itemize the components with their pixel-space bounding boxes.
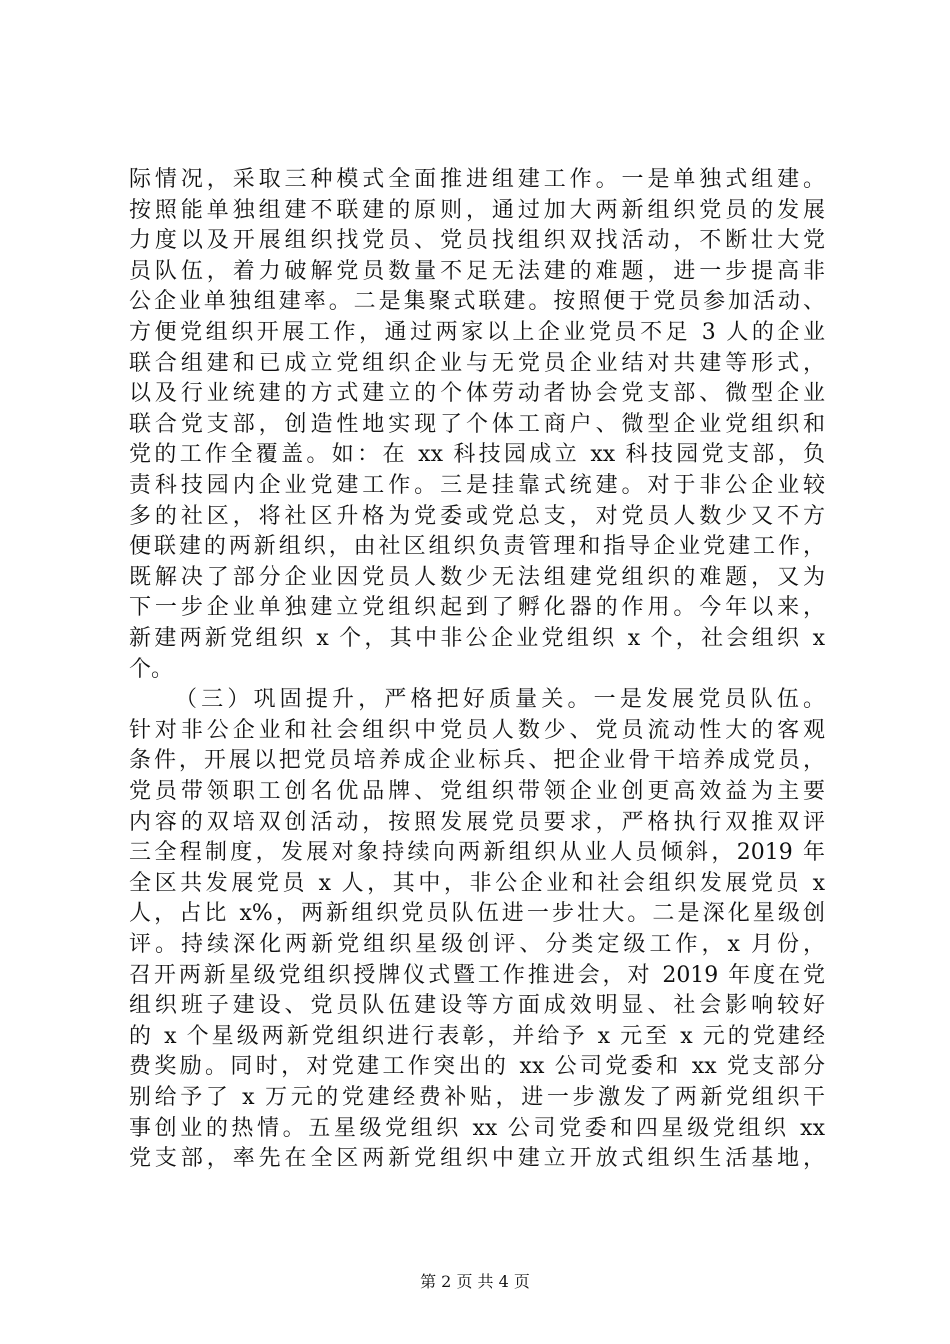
text-line: 组织班子建设、党员队伍建设等方面成效明显、社会影响较好 <box>129 993 825 1019</box>
text-line: 公企业单独组建率。二是集聚式联建。按照便于党员参加活动、 <box>129 289 825 315</box>
text-line: 联合组建和已成立党组织企业与无党员企业结对共建等形式， <box>129 350 825 376</box>
text-line: 内容的双培双创活动，按照发展党员要求，严格执行双推双评 <box>129 809 825 835</box>
text-line: 事创业的热情。五星级党组织 xx 公司党委和四星级党组织 xx <box>129 1115 825 1141</box>
text-line: 全区共发展党员 x 人，其中，非公企业和社会组织发展党员 x <box>129 870 825 896</box>
text-line: 按照能单独组建不联建的原则，通过加大两新组织党员的发展 <box>129 197 825 223</box>
text-line: 责科技园内企业党建工作。三是挂靠式统建。对于非公企业较 <box>129 473 825 498</box>
text-line: 多的社区，将社区升格为党委或党总支，对党员人数少又不方 <box>129 503 825 529</box>
text-line: （三）巩固提升，严格把好质量关。一是发展党员队伍。 <box>175 687 825 713</box>
text-line: 党支部，率先在全区两新党组织中建立开放式组织生活基地， <box>129 1146 825 1172</box>
text-line: 联合党支部，创造性地实现了个体工商户、微型企业党组织和 <box>129 411 825 437</box>
text-line: 党的工作全覆盖。如：在 xx 科技园成立 xx 科技园党支部，负 <box>129 442 825 468</box>
text-line: 下一步企业单独建立党组织起到了孵化器的作用。今年以来， <box>129 595 825 621</box>
text-line: 方便党组织开展工作，通过两家以上企业党员不足 3 人的企业 <box>129 320 825 345</box>
text-line: 个。 <box>129 656 174 682</box>
text-line: 力度以及开展组织找党员、党员找组织双找活动，不断壮大党 <box>129 228 825 254</box>
text-line: 针对非公企业和社会组织中党员人数少、党员流动性大的客观 <box>129 717 825 743</box>
text-line: 三全程制度，发展对象持续向两新组织从业人员倾斜，2019 年 <box>129 840 825 866</box>
text-line: 费奖励。同时，对党建工作突出的 xx 公司党委和 xx 党支部分 <box>129 1054 825 1080</box>
text-line: 人，占比 x%，两新组织党员队伍进一步壮大。二是深化星级创 <box>129 901 825 927</box>
text-line: 既解决了部分企业因党员人数少无法组建党组织的难题，又为 <box>129 564 825 590</box>
text-line: 条件，开展以把党员培养成企业标兵、把企业骨干培养成党员， <box>129 748 825 774</box>
page-number: 第 2 页 共 4 页 <box>420 1272 530 1291</box>
text-line: 便联建的两新组织，由社区组织负责管理和指导企业党建工作， <box>129 534 825 560</box>
text-line: 召开两新星级党组织授牌仪式暨工作推进会，对 2019 年度在党 <box>129 962 825 988</box>
text-line: 以及行业统建的方式建立的个体劳动者协会党支部、微型企业 <box>129 381 825 407</box>
text-line: 际情况，采取三种模式全面推进组建工作。一是单独式组建。 <box>129 167 825 192</box>
text-line: 评。持续深化两新党组织星级创评、分类定级工作，x 月份， <box>129 932 825 957</box>
text-line: 别给予了 x 万元的党建经费补贴，进一步激发了两新党组织干 <box>129 1085 825 1110</box>
text-line: 党员带领职工创名优品牌、党组织带领企业创更高效益为主要 <box>129 779 825 804</box>
text-line: 员队伍，着力破解党员数量不足无法建的难题，进一步提高非 <box>129 258 825 284</box>
text-line: 新建两新党组织 x 个，其中非公企业党组织 x 个，社会组织 x <box>129 626 825 651</box>
text-line: 的 x 个星级两新党组织进行表彰，并给予 x 元至 x 元的党建经 <box>129 1023 825 1049</box>
